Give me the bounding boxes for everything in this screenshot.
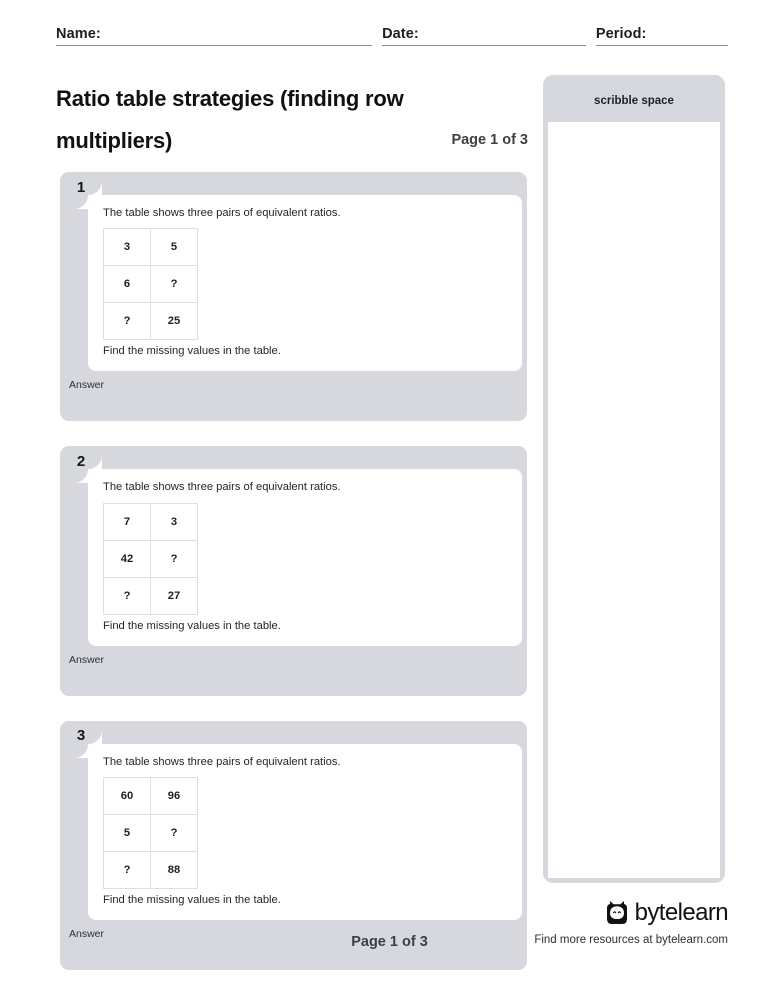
answer-label: Answer	[69, 653, 105, 666]
period-field[interactable]	[596, 26, 728, 46]
table-row	[104, 229, 198, 266]
table-cell: 96	[151, 778, 198, 815]
question-prompt: Find the missing values in the table.	[103, 894, 281, 907]
question-body	[88, 195, 522, 371]
question-number: 2	[76, 452, 86, 470]
question-stem: The table shows three pairs of equivalent ratios.	[103, 755, 341, 768]
question-prompt: Find the missing values in the table.	[103, 345, 281, 358]
table-row	[104, 815, 198, 852]
brand-block	[534, 900, 728, 946]
table-cell: ?	[151, 266, 198, 303]
table-cell: ?	[104, 577, 151, 614]
title-block	[56, 78, 528, 162]
question-number: 3	[76, 727, 86, 745]
table-cell: 5	[104, 815, 151, 852]
table-row	[104, 778, 198, 815]
ratio-table	[103, 503, 198, 615]
question-body	[88, 744, 522, 920]
answer-area[interactable]	[60, 371, 527, 421]
question-number: 1	[76, 178, 86, 196]
name-field[interactable]	[56, 26, 372, 46]
table-cell: ?	[104, 852, 151, 889]
footer-page-indicator: Page 1 of 3	[351, 934, 428, 950]
question-stem: The table shows three pairs of equivalent ratios.	[103, 207, 341, 219]
table-cell: 3	[151, 503, 198, 540]
table-row	[104, 266, 198, 303]
question-card	[60, 172, 527, 421]
table-cell: 5	[151, 229, 198, 266]
question-stem: The table shows three pairs of equivalent ratios.	[103, 481, 341, 494]
question-body	[88, 469, 522, 645]
table-cell: 27	[151, 577, 198, 614]
period-field-label: Period:	[595, 26, 647, 42]
table-row	[104, 303, 198, 340]
date-field[interactable]	[382, 26, 586, 46]
scribble-space-area[interactable]	[548, 122, 720, 878]
table-cell: ?	[151, 540, 198, 577]
bytelearn-cat-logo-icon	[604, 900, 630, 926]
ratio-table	[103, 777, 198, 889]
question-card	[60, 721, 527, 970]
date-field-label: Date:	[382, 26, 419, 42]
table-cell: ?	[151, 815, 198, 852]
table-cell: ?	[104, 303, 151, 340]
table-row	[104, 577, 198, 614]
brand-name: bytelearn	[634, 899, 728, 926]
question-card	[60, 446, 527, 695]
page-indicator-top: Page 1 of 3	[451, 132, 528, 148]
table-cell: 25	[151, 303, 198, 340]
answer-label: Answer	[69, 379, 105, 392]
table-row	[104, 503, 198, 540]
table-cell: 88	[151, 852, 198, 889]
scribble-space-header	[548, 80, 720, 122]
brand-tagline: Find more resources at bytelearn.com	[534, 934, 728, 946]
table-cell: 3	[104, 229, 151, 266]
answer-area[interactable]	[60, 646, 527, 696]
table-cell: 6	[104, 266, 151, 303]
question-prompt: Find the missing values in the table.	[103, 619, 281, 632]
scribble-space-panel[interactable]	[543, 75, 725, 883]
page-title: Ratio table strategies (finding row multipliers)	[56, 86, 404, 153]
brand-row	[534, 900, 728, 926]
table-row	[104, 540, 198, 577]
scribble-space-label: scribble space	[594, 95, 674, 107]
table-cell: 60	[104, 778, 151, 815]
questions-list	[60, 172, 527, 995]
header-fields	[56, 26, 728, 46]
name-field-label: Name:	[56, 26, 101, 42]
table-row	[104, 852, 198, 889]
ratio-table	[103, 228, 198, 340]
table-cell: 7	[104, 503, 151, 540]
answer-label: Answer	[69, 928, 105, 941]
table-cell: 42	[104, 540, 151, 577]
